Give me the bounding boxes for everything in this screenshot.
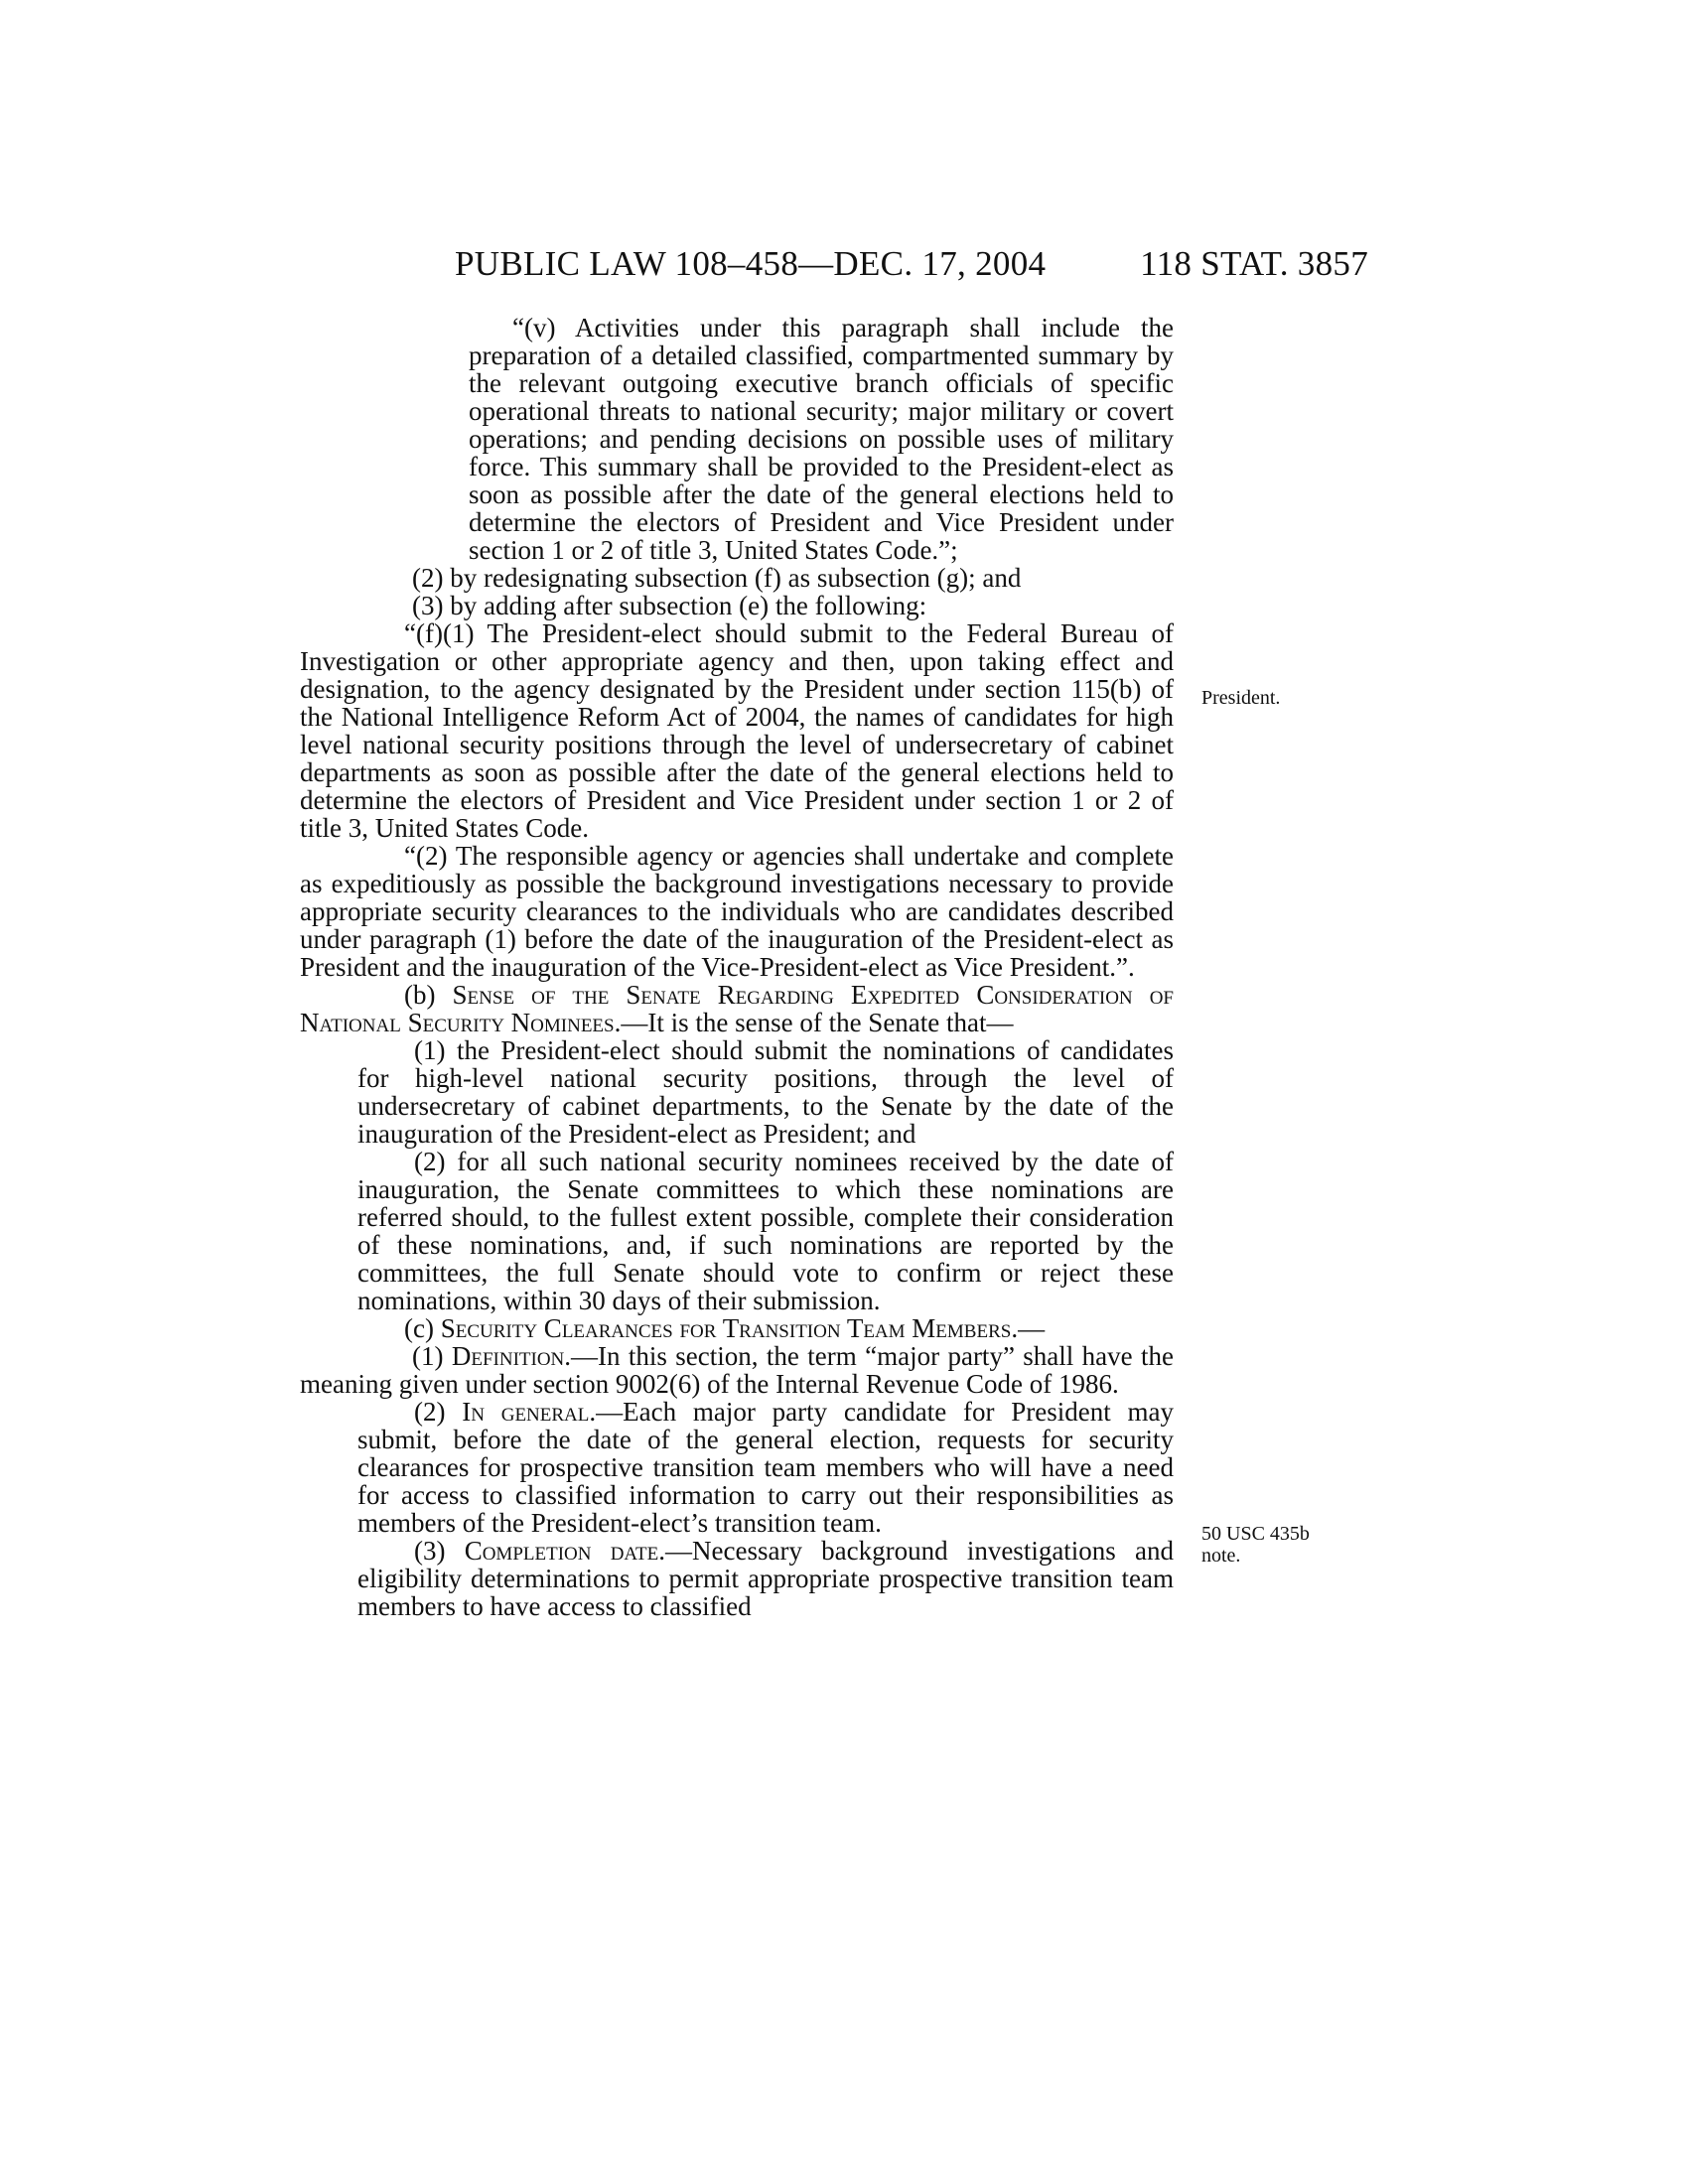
header-citation: PUBLIC LAW 108–458—DEC. 17, 2004 xyxy=(455,244,1047,283)
paragraph-redesignating: (2) by redesignating subsection (f) as subsection (g); and xyxy=(412,563,1022,593)
paragraph-b2-committees: (2) for all such national security nominees received by the date of inauguration, the Senate committees to which these nominations are referred should, to the fullest extent possible, complete their consideration of these nominations, and, if such nominations are reported by the committees, the full Senate should vote to confirm or reject these nominations, within 30 days of their submission. xyxy=(357,1147,1174,1315)
paragraph-c2-heading: In general. xyxy=(462,1397,597,1427)
paragraph-c1-label: (1) xyxy=(412,1341,452,1371)
header-statute-page: 118 STAT. 3857 xyxy=(1140,244,1368,283)
margin-note-usc-line1: 50 USC 435b xyxy=(1201,1523,1310,1545)
paragraph-b-sense-of-senate xyxy=(300,981,1174,1036)
paragraph-c3-label: (3) xyxy=(414,1536,465,1566)
paragraph-b1-nominations: (1) the President-elect should submit the nominations of candidates for high-level national security positions, through the level of undersecretary of cabinet departments, to the Senate by the date of the inauguration of the President-elect as President; and xyxy=(357,1035,1174,1149)
paragraph-c2-label: (2) xyxy=(414,1397,463,1427)
paragraph-c-label: (c) xyxy=(404,1313,441,1343)
margin-note-usc xyxy=(1201,1523,1310,1567)
paragraph-f1-president-elect: “(f)(1) The President-elect should submit to the Federal Bureau of Investigation or other appropriate agency and then, upon taking effect and designation, to the agency designated by the President under section 115(b) of the National Intelligence Reform Act of 2004, the names of candidates for high level national security positions through the level of undersecretary of cabinet departments as soon as possible after the date of the general elections held to determine the electors of President and Vice President under section 1 or 2 of title 3, United States Code. xyxy=(300,618,1174,843)
document-body xyxy=(300,314,1174,1620)
paragraph-c1-definition xyxy=(300,1342,1174,1398)
paragraph-c3-heading: Completion date. xyxy=(464,1536,665,1566)
paragraph-b-heading: Sense of the Senate Regarding Expedited Consideration of National Security Nominees. xyxy=(300,980,1174,1037)
paragraph-b-label: (b) xyxy=(404,980,453,1010)
paragraph-c2-in-general xyxy=(300,1398,1174,1537)
paragraph-v-activities: “(v) Activities under this paragraph shall include the preparation of a detailed classified, compartmented summary by the relevant outgoing executive branch officials of specific operational threats to national security; major military or covert operations; and pending decisions on possible uses of military force. This summary shall be provided to the President-elect as soon as possible after the date of the general elections held to determine the electors of President and Vice President under section 1 or 2 of title 3, United States Code.”; xyxy=(469,313,1174,565)
paragraph-c3-completion-date xyxy=(300,1537,1174,1620)
paragraph-c-security-clearances xyxy=(300,1314,1174,1342)
paragraph-c-text: — xyxy=(1018,1313,1046,1343)
margin-note-usc-line2: note. xyxy=(1201,1545,1241,1567)
paragraph-c1-text: —In this section, the term “major party” shall have the meaning given under section 9002(6) of the Internal Revenue Code of 1986. xyxy=(300,1341,1174,1399)
paragraph-c-heading: Security Clearances for Transition Team Members. xyxy=(440,1313,1019,1343)
paragraph-b-text: —It is the sense of the Senate that— xyxy=(621,1008,1014,1037)
page-header xyxy=(455,244,1368,294)
paragraph-adding: (3) by adding after subsection (e) the following: xyxy=(412,591,927,620)
margin-note-president: President. xyxy=(1201,687,1281,709)
paragraph-c2-text: —Each major party candidate for President may submit, before the date of the general election, requests for security clearances for prospective transition team members who will have a need for access to classified information to carry out their responsibilities as members of the President-elect’s transition team. xyxy=(357,1397,1175,1538)
paragraph-f2-responsible-agency: “(2) The responsible agency or agencies shall undertake and complete as expeditiously as possible the background investigations necessary to provide appropriate security clearances to the individuals who are candidates described under paragraph (1) before the date of the inauguration of the President-elect as President and the inauguration of the Vice-President-elect as Vice President.”. xyxy=(300,841,1174,982)
paragraph-c3-text: —Necessary background investigations and eligibility determinations to permit appropriate prospective transition team members to have access to classified xyxy=(357,1536,1175,1621)
paragraph-c1-heading: Definition. xyxy=(451,1341,572,1371)
